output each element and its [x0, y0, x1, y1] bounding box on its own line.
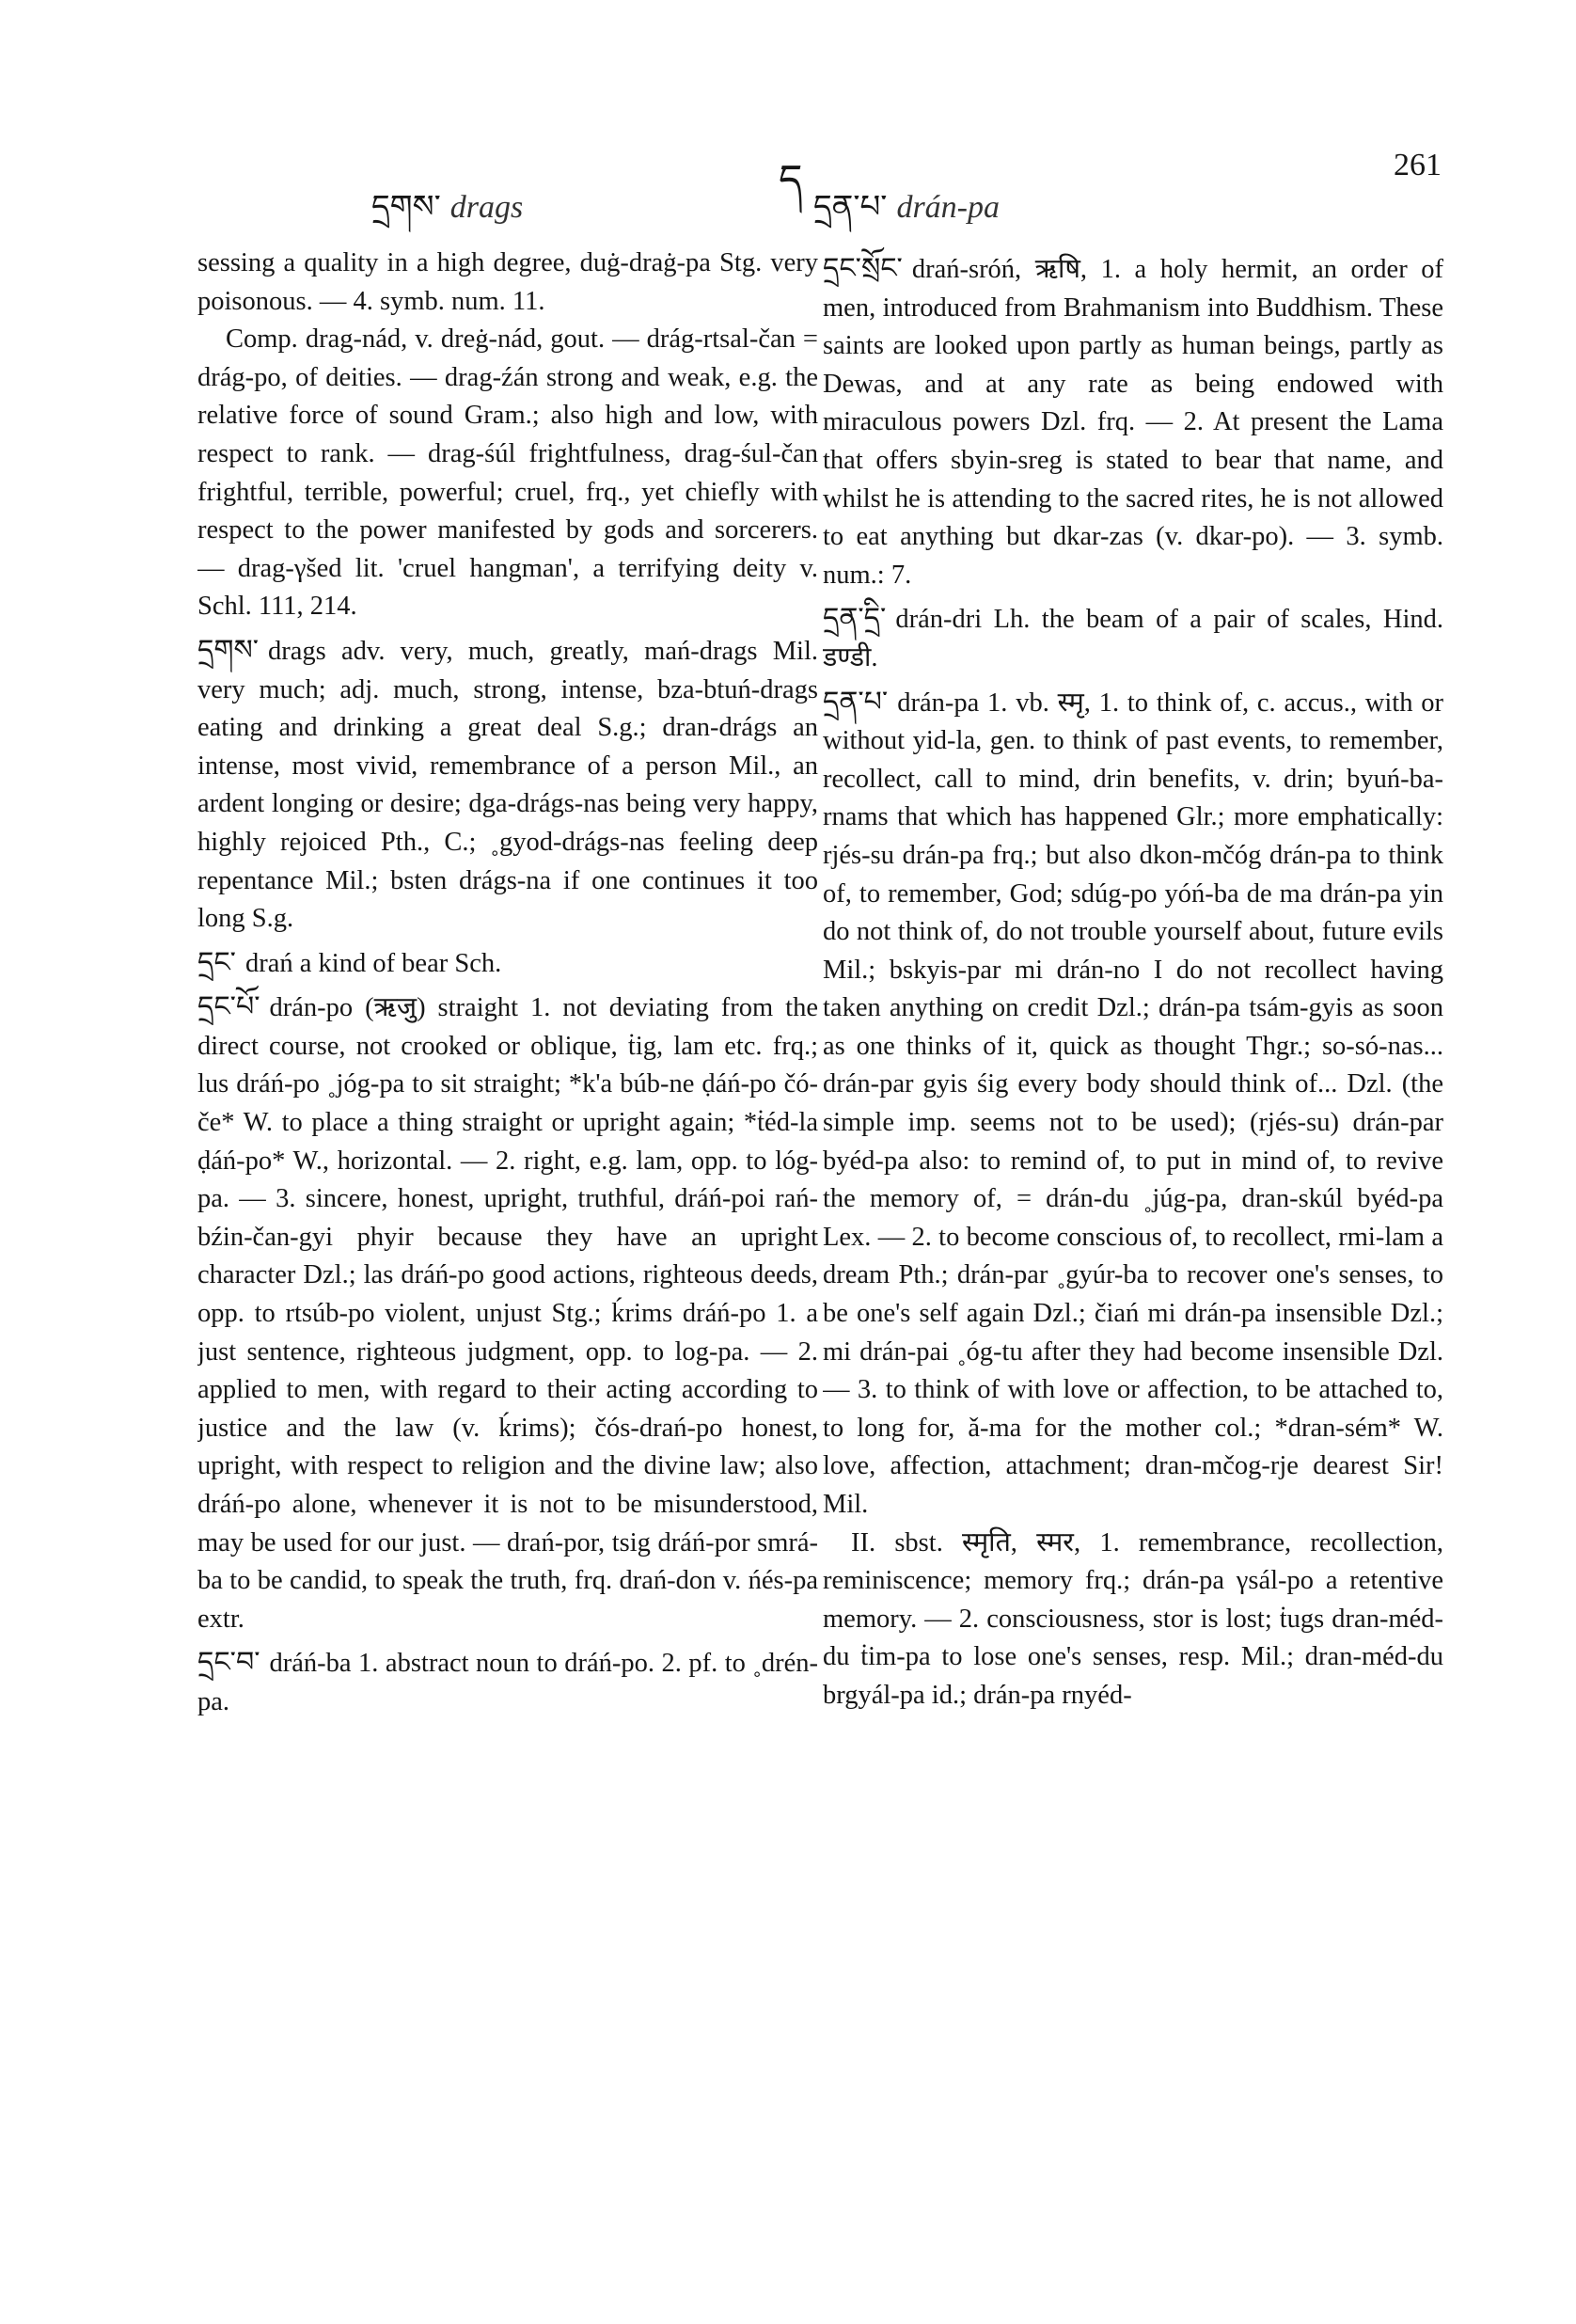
entry-text: Comp. drag-nád, v. dreġ-nád, gout. — drág-rtsal-čan = drág-po, of deities. — drag-źán strong and weak, e.g. the relative force of sound Gram.; also high and low, with respect to rank. — drag-śúl frightfulness, drag-śul-čan frightful, terrible, powerful; cruel, frq., yet chiefly with respect to the power manifested by gods and sorcerers. — drag-γšed lit. 'cruel hangman', a terrifying deity v. Schl. 111, 214.: [197, 324, 818, 622]
running-head-left-roman: drags: [449, 190, 524, 225]
entry-dran-pa: [823, 684, 1443, 1525]
running-head-right: [813, 188, 1000, 227]
entry-text: sessing a quality in a high degree, duġ-draġ-pa Stg. very poisonous. — 4. symb. num. 11.: [197, 248, 818, 316]
entry-drags: [197, 632, 818, 939]
page-header: [0, 0, 1576, 245]
headword-tibetan: དྲན་དྲི་: [823, 602, 887, 636]
entry-text: drań a kind of bear Sch.: [244, 948, 502, 978]
entry-dran-sron: [823, 250, 1443, 594]
entry-text: drań-sróń, ऋषि, 1. a holy hermit, an order of men, introduced from Brahmanism into Buddhism. These saints are looked upon partly as human beings, partly as Dewas, and at any rate as being endowed with miraculous powers Dzl. frq. — 2. At present the Lama that offers sbyin-sreg is stated to bear that name, and whilst he is attending to the sacred rites, he is not allowed to eat anything but dkar-zas (v. dkar-po). — 3. symb. num.: 7.: [823, 255, 1443, 590]
compounds-paragraph: [197, 321, 818, 626]
entry-text: drags adv. very, much, greatly, mań-drags Mil. very much; adj. much, strong, intense, bza-btuń-drags eating and drinking a great deal S.g.; dran-drágs an intense, most vivid, remembrance of a person Mil., an ardent longing or desire; dga-drágs-nas being very happy, highly rejoiced Pth., C.; ˳gyod-drágs-nas feeling deep repentance Mil.; bsten drágs-na if one continues it too long S.g.: [197, 636, 818, 934]
headword-tibetan: དྲང་པོ་: [197, 990, 260, 1024]
entry-dran-po: [197, 988, 818, 1638]
headword-tibetan: དྲང་: [197, 945, 236, 979]
entry-text: dráń-ba 1. abstract noun to dráń-po. 2. pf. to ˳drén-pa.: [197, 1649, 818, 1716]
page-number: 261: [1394, 148, 1442, 182]
entry-text: drán-pa 1. vb. स्मृ, 1. to think of, c. accus., with or without yid-la, gen. to think of past events, to remember, recollect, call to mind, drin benefits, v. drin; byuń-ba-rnams that which has happened Glr.; more emphatically: rjés-su drán-pa frq.; but also dkon-mčóg drán-pa to think of, to remember, God; sdúg-po yóń-ba de ma drán-pa yin do not think of, do not trouble yourself about, future evils Mil.; bskyis-par mi drán-no I do not recollect having taken anything on credit Dzl.; drán-pa tsám-gyis as soon as one thinks of it, quick as thought Thgr.; so-só-nas... drán-par gyis śig every body should think of... Dzl. (the simple imp. seems not to be used); (rjés-su) drán-par byéd-pa also: to remind of, to put in mind of, to revive the memory of, = drán-du ˳júg-pa, dran-skúl byéd-pa Lex. — 2. to become conscious of, to recollect, rmi-lam a dream Pth.; drán-par ˳gyúr-ba to recover one's senses, to be one's self again Dzl.; čiań mi drán-pa insensible Dzl.; mi drán-pai ˳óg-tu after they had become insensible Dzl. — 3. to think of with love or affection, to be attached to, to long for, ǎ-ma for the mother col.; *dran-sém* W. love, affection, attachment; dran-mčog-rje dearest Sir! Mil.: [823, 688, 1443, 1519]
left-column: [197, 245, 818, 2267]
entry-dran: [197, 944, 818, 984]
entry-text: drán-dri Lh. the beam of a pair of scales, Hind. डण्डी.: [823, 605, 1443, 672]
entry-dran-ba: [197, 1644, 818, 1721]
running-head-right-tibetan: དྲན་པ་: [813, 188, 888, 226]
headword-tibetan: དྲན་པ་: [823, 685, 889, 719]
entry-text: drán-po (ऋजु) straight 1. not deviating from the direct course, not crooked or oblique, ṫig, lam etc. frq.; lus dráń-po ˳jóg-pa to sit straight; *k'a búb-ne ḍáń-po čó-če* W. to place a thing straight or upright again; *ṫéd-la ḍáń-po* W., horizontal. — 2. right, e.g. lam, opp. to lóg-pa. — 3. sincere, honest, upright, truthful, dráń-poi rań-bźin-čan-gyi phyir because they have an upright character Dzl.; las dráń-po good actions, righteous deeds, opp. to rtsúb-po violent, unjust Stg.; ḱrims dráń-po 1. a just sentence, righteous judgment, opp. to log-pa. — 2. applied to men, with regard to their acting according to justice and the law (v. ḱrims); čós-drań-po honest, upright, with respect to religion and the divine law; also dráń-po alone, whenever it is not to be misunderstood, may be used for our just. — drań-por, tsig dráń-por smrá-ba to be candid, to speak the truth, frq. drań-don v. ńés-pa extr.: [197, 993, 818, 1634]
running-head-left-tibetan: དྲགས་: [371, 188, 441, 226]
entry-text: II. sbst. स्मृति, स्मर, 1. remembrance, recollection, reminiscence; memory frq.; drán-pa γsál-po a retentive memory. — 2. consciousness, stor is lost; ṫugs dran-méd-du ṫim-pa to lose one's senses, resp. Mil.; dran-méd-du brgyál-pa id.; drán-pa rnyéd-: [823, 1527, 1443, 1710]
section-letter: ད: [779, 157, 803, 203]
running-head-right-roman: drán-pa: [896, 190, 1001, 225]
headword-tibetan: དྲང་སྲོང་: [823, 252, 903, 285]
headword-tibetan: དྲགས་: [197, 633, 260, 667]
headword-tibetan: དྲང་བ་: [197, 1646, 260, 1680]
entry-dran-dri: [823, 600, 1443, 677]
running-head-left: [371, 188, 523, 227]
entry-dran-pa-substantive: [823, 1525, 1443, 1715]
right-column: [823, 245, 1443, 2267]
entry-continuation: [197, 245, 818, 321]
